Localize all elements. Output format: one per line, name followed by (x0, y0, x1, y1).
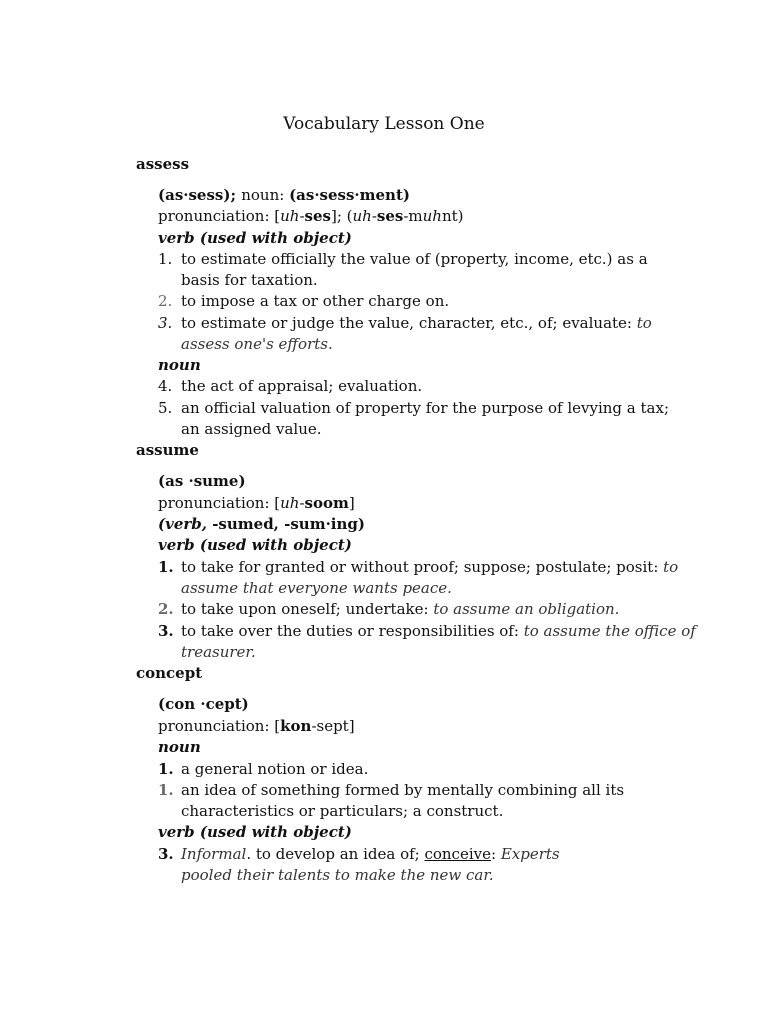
word-forms-assume (158, 471, 246, 492)
text-run: (con ·cept) (158, 695, 249, 713)
usage-example: to assume an obligation. (433, 600, 620, 618)
definition-text: an idea of something formed by mentally combining all its (181, 781, 625, 799)
definition-number: 2. (158, 600, 174, 618)
definition-number: 5. (158, 399, 173, 417)
definition-number: 1. (158, 558, 174, 576)
definition-number: 1. (158, 760, 174, 778)
definition-number: 2. (158, 292, 173, 310)
text-run: pronunciation: [ (158, 717, 281, 735)
text-run: - (371, 207, 377, 225)
definition-line (181, 621, 696, 642)
text-run: uh (280, 207, 300, 225)
usage-example-continued: assume that everyone wants peace. (181, 579, 452, 597)
text-run: (as·sess); (158, 186, 242, 204)
cross-reference-link[interactable]: conceive (424, 845, 491, 863)
text-run: uh (422, 207, 442, 225)
entry-term-assume: assume (136, 441, 199, 459)
usage-example-continued: pooled their talents to make the new car. (181, 866, 494, 884)
text-run: ses (376, 207, 404, 225)
text-run: ] (348, 494, 355, 512)
part-of-speech-noun: noun (158, 356, 201, 374)
definition-text-continued: an assigned value. (181, 420, 322, 438)
word-forms-concept (158, 694, 249, 715)
pronunciation-assume (158, 493, 355, 514)
usage-label: Informal (181, 845, 247, 863)
text-run: -m (403, 207, 423, 225)
definition-text-continued: characteristics or particulars; a construct. (181, 802, 504, 820)
usage-example: to (636, 314, 652, 332)
definition-line (181, 557, 678, 578)
definition-text: . to develop an idea of; (246, 845, 425, 863)
definition-number: 3. (158, 845, 174, 863)
text-run: - (299, 207, 305, 225)
definition-text: to estimate or judge the value, character, etc., of; evaluate: (181, 314, 637, 332)
definition-text: to take upon oneself; undertake: (181, 600, 434, 618)
definition-line (181, 313, 652, 334)
text-run: pronunciation: [ (158, 207, 281, 225)
text-run: ]; ( (330, 207, 353, 225)
definition-number: 3. (158, 314, 173, 332)
text-run: ses (304, 207, 331, 225)
pronunciation-concept (158, 716, 355, 737)
definition-colon: : (491, 845, 501, 863)
definition-text: the act of appraisal; evaluation. (181, 377, 423, 395)
part-of-speech-noun: noun (158, 738, 201, 756)
text-run: -sumed, -sum·ing) (212, 515, 365, 533)
definition-text-continued: basis for taxation. (181, 271, 318, 289)
pronunciation-assess (158, 206, 464, 227)
definition-number: 4. (158, 377, 173, 395)
definition-text: to take for granted or without proof; suppose; postulate; posit: (181, 558, 664, 576)
definition-number: 1. (158, 781, 174, 799)
text-run: nt) (441, 207, 464, 225)
inflections-assume (158, 514, 365, 535)
entry-term-assess: assess (136, 155, 190, 173)
text-run: (as ·sume) (158, 472, 246, 490)
text-run: (verb, (158, 515, 213, 533)
text-run: uh (280, 494, 300, 512)
definition-number: 1. (158, 250, 173, 268)
text-run: (as·sess·ment) (289, 186, 410, 204)
definition-line (181, 599, 619, 620)
part-of-speech-verb: verb (used with object) (158, 229, 352, 247)
definition-text: to estimate officially the value of (property, income, etc.) as a (181, 250, 648, 268)
word-forms-assess (158, 185, 410, 206)
text-run: uh (352, 207, 372, 225)
definition-text: to take over the duties or responsibilities of: (181, 622, 524, 640)
definition-text: an official valuation of property for the purpose of levying a tax; (181, 399, 669, 417)
text-run: noun: (241, 186, 290, 204)
entry-term-concept: concept (136, 664, 203, 682)
usage-example: Experts (500, 845, 560, 863)
definition-number: 3. (158, 622, 174, 640)
part-of-speech-verb: verb (used with object) (158, 823, 352, 841)
definition-line (181, 844, 560, 865)
text-run: - (299, 494, 305, 512)
usage-example-continued: treasurer. (181, 643, 256, 661)
usage-example: to (663, 558, 679, 576)
text-run: kon (280, 717, 312, 735)
usage-example-continued: assess one's efforts. (181, 335, 333, 353)
text-run: soom (304, 494, 349, 512)
usage-example: to assume the office of (523, 622, 696, 640)
definition-text: to impose a tax or other charge on. (181, 292, 450, 310)
definition-text: a general notion or idea. (181, 760, 369, 778)
part-of-speech-verb: verb (used with object) (158, 536, 352, 554)
text-run: pronunciation: [ (158, 494, 281, 512)
page-title: Vocabulary Lesson One (283, 114, 485, 134)
text-run: -sept] (311, 717, 355, 735)
